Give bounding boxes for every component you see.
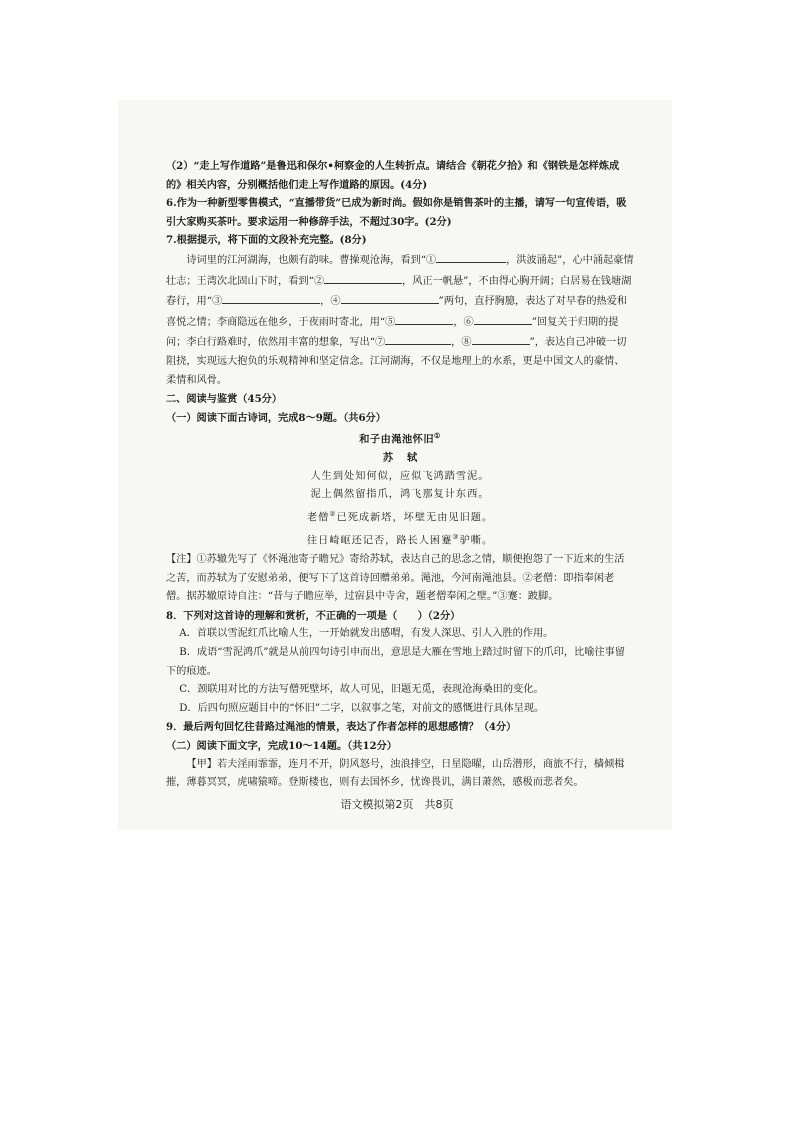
question-8-option-d: D．后四句照应题目中的“怀旧”二字，以叙事之笔，对前文的感慨进行具体呈现。 (179, 702, 545, 714)
question-7-heading: 7.根据提示，将下面的文段补充完整。(8分) (166, 234, 367, 247)
question-6: 6.作为一种新型零售模式，“直播带货”已成为新时尚。假如你是销售茶叶的主播，请写一句宣传语，吸引大家购买茶叶。要求运用一种修辞手法，不超过30字。(2分) (166, 197, 627, 228)
answer-blank-1[interactable] (436, 250, 506, 263)
question-8-stem: 8．下列对这首诗的理解和赏析，不正确的一项是（ ）（2分） (166, 609, 461, 622)
question-8-option-c: C．颈联用对比的方法写僧死壁坏，故人可见，旧题无觅，表现沧海桑田的变化。 (179, 684, 544, 696)
poem-notes: 【注】①苏辙先写了《怀渑池寄子瞻兄》寄给苏轼，表达自己的思念之情，顺便抱怨了一下近来的生活之苦，而苏轼为了安慰弟弟，便写下了这首诗回赠弟弟。渑池，今河南渑池县。②老僧：即指奉闲老僧。据苏辙原诗自注：“昔与子瞻应举，过宿县中寺舍，题老僧奉闲之壁。”③蹇：跛脚。 (166, 554, 625, 603)
question-5-2: （2）“走上写作道路”是鲁迅和保尔•柯察金的人生转折点。请结合《朝花夕拾》和《钢铁是怎样炼成的》相关内容，分别概括他们走上写作道路的原因。(4分) (166, 160, 620, 191)
question-9: 9．最后两句回忆往昔路过渑池的情景，表达了作者怎样的思想感情？（4分） (166, 721, 517, 734)
answer-blank-7[interactable] (385, 332, 451, 345)
subsection-2-heading: （二）阅读下面文字，完成10～14题。（共12分） (166, 739, 397, 752)
poem-line-3: 老僧②已死成新塔，坏壁无由见旧题。 (306, 510, 494, 524)
answer-blank-3[interactable] (222, 291, 320, 304)
poem-line-2: 泥上偶然留指爪，鸿飞那复计东西。 (310, 489, 490, 501)
poem-line-4: 往日崎岖还记否，路长人困蹇③驴嘶。 (306, 533, 494, 547)
question-7-passage: 诗词里的江河湖海，也颇有韵味。曹操观沧海，看到“① ，洪波涌起”，心中涌起豪情壮志；王湾次北固山下时，看到“② ，风正一帆悬”，不由得心胸开阔；白居易在钱塘湖春行，用“③ ，④ ”两句，直抒胸臆，表达了对早春的热爱和喜悦之情；李商隐远在他乡，于夜雨时寄北，用“⑤ ，⑥ ”回复关于归期的提问；李白行路难时，依然用丰富的想象，写出“⑦ ，⑧ ”，表达自己冲破一切阻挠，实现远大抱负的乐观精神和坚定信念。江河湖海，不仅是地理上的水系，更是中国文人的豪情、柔情和风骨。 (166, 250, 634, 390)
poem-author: 苏轼 (382, 452, 432, 465)
question-8-option-b: B．成语“雪泥鸿爪”就是从前四句诗引申而出，意思是大雁在雪地上踏过时留下的爪印，比喻往事留下的痕迹。 (166, 647, 626, 677)
question-8-option-a: A．首联以雪泥红爪比喻人生，一开始就发出感喟，有发人深思、引人入胜的作用。 (179, 628, 554, 640)
answer-blank-8[interactable] (472, 332, 530, 345)
page-footer: 语文模拟第2页 共8页 (340, 798, 454, 811)
section-2-heading: 二、阅读与鉴赏（45分） (166, 393, 283, 406)
reading-passage-jia: 【甲】若夫淫雨霏霏，连月不开，阴风怒号，浊浪排空，日星隐曜，山岳潜形，商旅不行，樯倾楫摧，薄暮冥冥，虎啸猿啼。登斯楼也，则有去国怀乡，忧谗畏讥，满目萧然，感极而悲者矣。 (166, 758, 625, 789)
answer-blank-2[interactable] (324, 271, 402, 284)
poem-title: 和子由渑池怀旧① (359, 431, 441, 446)
answer-blank-4[interactable] (341, 291, 439, 304)
answer-blank-6[interactable] (474, 312, 532, 325)
subsection-1-heading: （一）阅读下面古诗词，完成8～9题。（共6分） (166, 411, 386, 424)
exam-content (166, 157, 634, 793)
poem-line-1: 人生到处知何似，应似飞鸿踏雪泥。 (310, 470, 490, 482)
answer-blank-5[interactable] (395, 312, 453, 325)
